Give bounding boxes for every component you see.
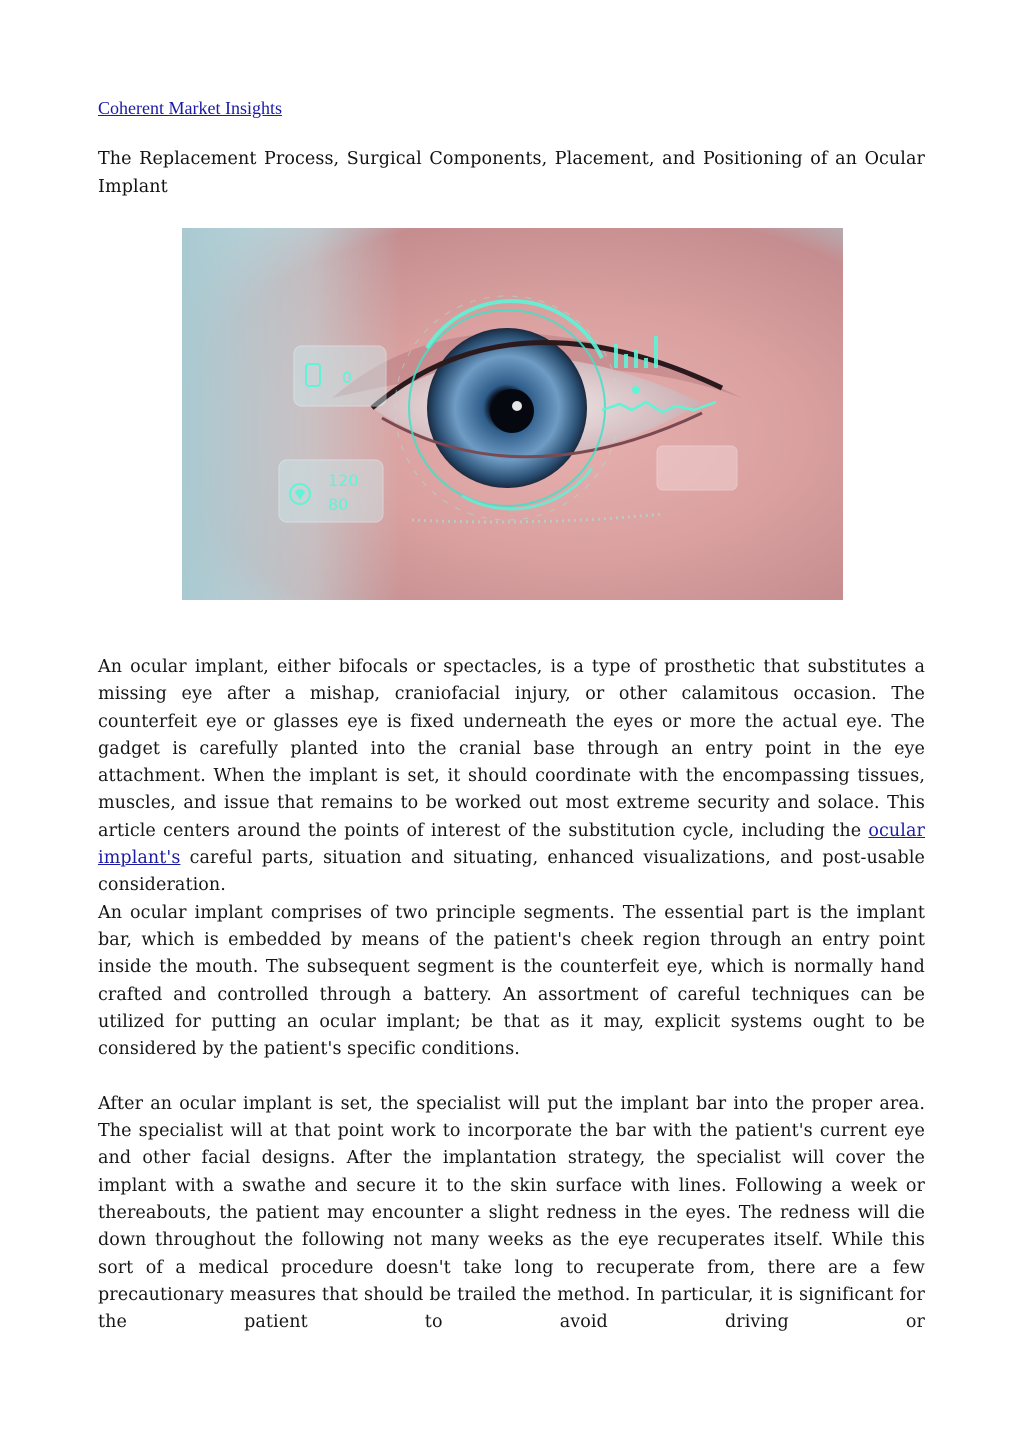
svg-text:80: 80 [328,495,349,514]
ocular-implant-link[interactable]: ocular implant's [98,820,925,869]
paragraph-aftercare: After an ocular implant is set, the specialist will put the implant bar into the proper area. The specialist will at that point work to incorporate the bar with the patient's current eye and other facial designs. After the implantation strategy, the specialist will cover the implant with a swathe and secure it to the skin surface with lines. Following a week or thereabouts, the patient may encounter a slight redness in the eyes. The redness will die down throughout the following not many weeks as the eye recuperates itself. While this sort of a medical procedure doesn't take long to recuperate from, there are a few precautionary measures that should be trailed the method. In particular, it is significant for the patient to avoid driving or [98,1093,925,1333]
paragraph-intro-text-end: careful parts, situation and situating, enhanced visualizations, and post-usable consideration. [98,848,925,896]
svg-text:120: 120 [328,471,359,490]
svg-text:0: 0 [342,368,353,387]
paragraph-components: An ocular implant comprises of two principle segments. The essential part is the implant bar, which is embedded by means of the patient's cheek region through an entry point inside the mouth. The subsequent segment is the counterfeit eye, which is normally hand crafted and controlled through a battery. An assortment of careful techniques can be utilized for putting an ocular implant; be that as it may, explicit systems ought to be considered by the patient's specific conditions. [98,902,925,1060]
paragraph-intro-text-start: An ocular implant, either bifocals or spectacles, is a type of prosthetic that substitutes a missing eye after a mishap, craniofacial injury, or other calamitous occasion. The counterfeit eye or glasses eye is fixed underneath the eyes or more the actual eye. The gadget is carefully planted into the cranial base through an entry point in the eye attachment. When the implant is set, it should coordinate with the encompassing tissues, muscles, and issue that remains to be worked out most extreme security and solace. This article centers around the points of interest of the substitution cycle, including the [98,657,925,841]
article-hero-image [182,228,843,600]
source-link[interactable]: Coherent Market Insights [98,98,282,118]
article-title: The Replacement Process, Surgical Components, Placement, and Positioning of an Ocular Implant [98,149,925,197]
article-body [98,654,925,1336]
paragraph-intro [98,654,925,900]
